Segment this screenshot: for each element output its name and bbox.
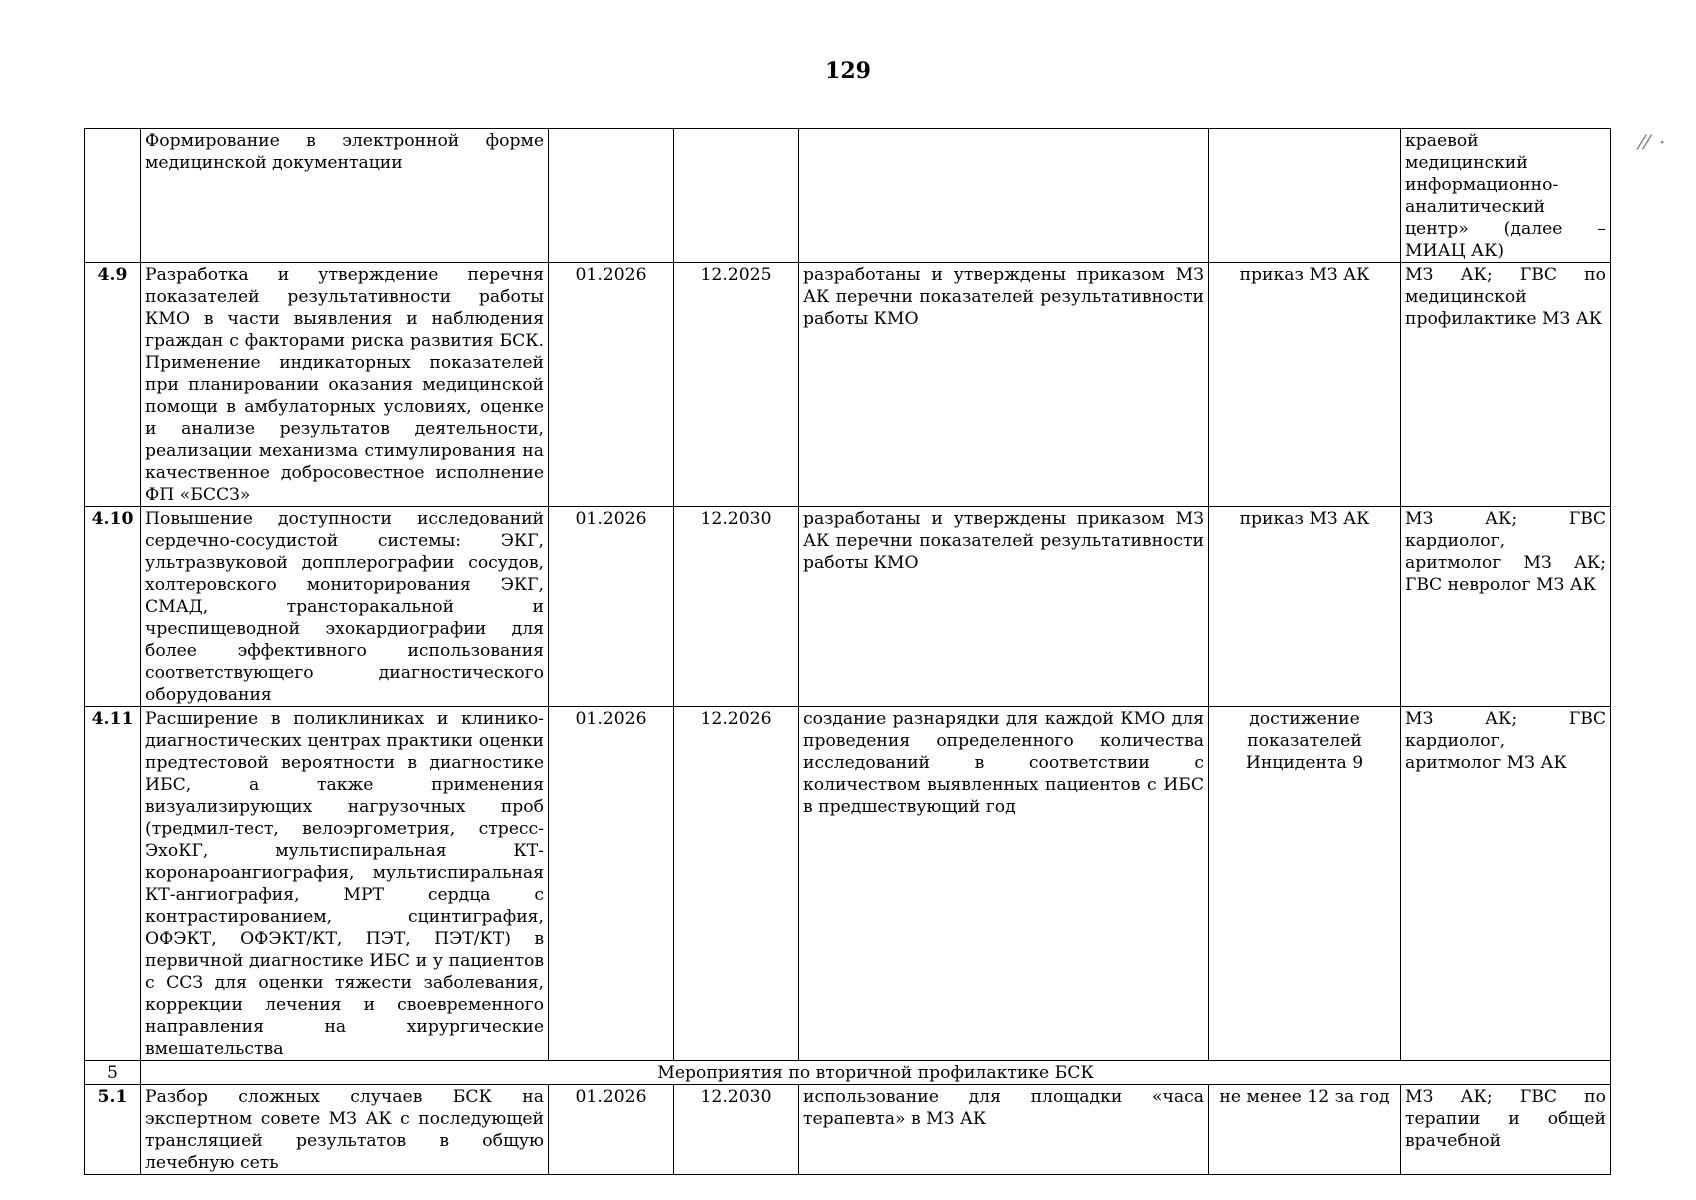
end-date-cell: 12.2025 xyxy=(674,263,799,507)
end-date-cell xyxy=(674,129,799,263)
task-cell: Расширение в поликлиниках и клинико-диагностических центрах практики оценки предтестовой вероятности в диагностике ИБС, а также применения визуализирующих нагрузочных проб (тредмил-тест, велоэргометрия, стресс-ЭхоКГ, мультиспиральная КТ-коронароангиография, мультиспиральная КТ-ангиография, МРТ сердца с контрастированием, сцинтиграфия, ОФЭКТ, ОФЭКТ/КТ, ПЭТ, ПЭТ/КТ) в первичной диагностике ИБС и у пациентов с ССЗ для оценки тяжести заболевания, коррекции лечения и своевременного направления на хирургические вмешательства xyxy=(141,707,549,1061)
result-cell: использование для площадки «часа терапевта» в МЗ АК xyxy=(799,1085,1209,1175)
start-date-cell: 01.2026 xyxy=(549,263,674,507)
responsible-cell: МЗ АК; ГВС по терапии и общей врачебной xyxy=(1401,1085,1611,1175)
result-cell: создание разнарядки для каждой КМО для проведения определенного количества исследований в соответствии с количеством выявленных пациентов с ИБС в предшествующий год xyxy=(799,707,1209,1061)
page-number: 129 xyxy=(825,58,871,84)
section-header-row xyxy=(85,1061,1611,1085)
control-cell: не менее 12 за год xyxy=(1209,1085,1401,1175)
table-row xyxy=(85,707,1611,1061)
start-date-cell: 01.2026 xyxy=(549,507,674,707)
result-cell xyxy=(799,129,1209,263)
activity-plan-table xyxy=(84,128,1611,1175)
task-cell: Формирование в электронной форме медицинской документации xyxy=(141,129,549,263)
row-number xyxy=(85,129,141,263)
result-cell: разработаны и утверждены приказом МЗ АК перечни показателей результативности работы КМО xyxy=(799,507,1209,707)
table-row xyxy=(85,1085,1611,1175)
row-number: 4.9 xyxy=(85,263,141,507)
table-row xyxy=(85,507,1611,707)
control-cell xyxy=(1209,129,1401,263)
task-cell: Разбор сложных случаев БСК на экспертном совете МЗ АК с последующей трансляцией результатов в общую лечебную сеть xyxy=(141,1085,549,1175)
start-date-cell: 01.2026 xyxy=(549,1085,674,1175)
end-date-cell: 12.2030 xyxy=(674,1085,799,1175)
start-date-cell: 01.2026 xyxy=(549,707,674,1061)
row-number: 4.10 xyxy=(85,507,141,707)
control-cell: приказ МЗ АК xyxy=(1209,263,1401,507)
end-date-cell: 12.2030 xyxy=(674,507,799,707)
result-cell: разработаны и утверждены приказом МЗ АК перечни показателей результативности работы КМО xyxy=(799,263,1209,507)
row-number: 5.1 xyxy=(85,1085,141,1175)
start-date-cell xyxy=(549,129,674,263)
margin-handwritten-mark: ⁄⁄ · xyxy=(1640,130,1668,154)
section-title: Мероприятия по вторичной профилактике БСК xyxy=(141,1061,1611,1085)
responsible-cell: МЗ АК; ГВС кардиолог, аритмолог МЗ АК; ГВС невролог МЗ АК xyxy=(1401,507,1611,707)
table-row xyxy=(85,129,1611,263)
control-cell: достижение показателей Инцидента 9 xyxy=(1209,707,1401,1061)
responsible-cell: МЗ АК; ГВС кардиолог, аритмолог МЗ АК xyxy=(1401,707,1611,1061)
control-cell: приказ МЗ АК xyxy=(1209,507,1401,707)
section-number: 5 xyxy=(85,1061,141,1085)
task-cell: Повышение доступности исследований сердечно-сосудистой системы: ЭКГ, ультразвуковой допплерографии сосудов, холтеровского мониторирования ЭКГ, СМАД, трансторакальной и чреспищеводной эхокардиографии для более эффективного использования соответствующего диагностического оборудования xyxy=(141,507,549,707)
row-number: 4.11 xyxy=(85,707,141,1061)
task-cell: Разработка и утверждение перечня показателей результативности работы КМО в части выявления и наблюдения граждан с факторами риска развития БСК. Применение индикаторных показателей при планировании оказания медицинской помощи в амбулаторных условиях, оценке и анализе результатов деятельности, реализации механизма стимулирования на качественное добросовестное исполнение ФП «БССЗ» xyxy=(141,263,549,507)
end-date-cell: 12.2026 xyxy=(674,707,799,1061)
responsible-cell: МЗ АК; ГВС по медицинской профилактике МЗ АК xyxy=(1401,263,1611,507)
responsible-cell: краевой медицинский информационно-аналитический центр» (далее – МИАЦ АК) xyxy=(1401,129,1611,263)
table-row xyxy=(85,263,1611,507)
